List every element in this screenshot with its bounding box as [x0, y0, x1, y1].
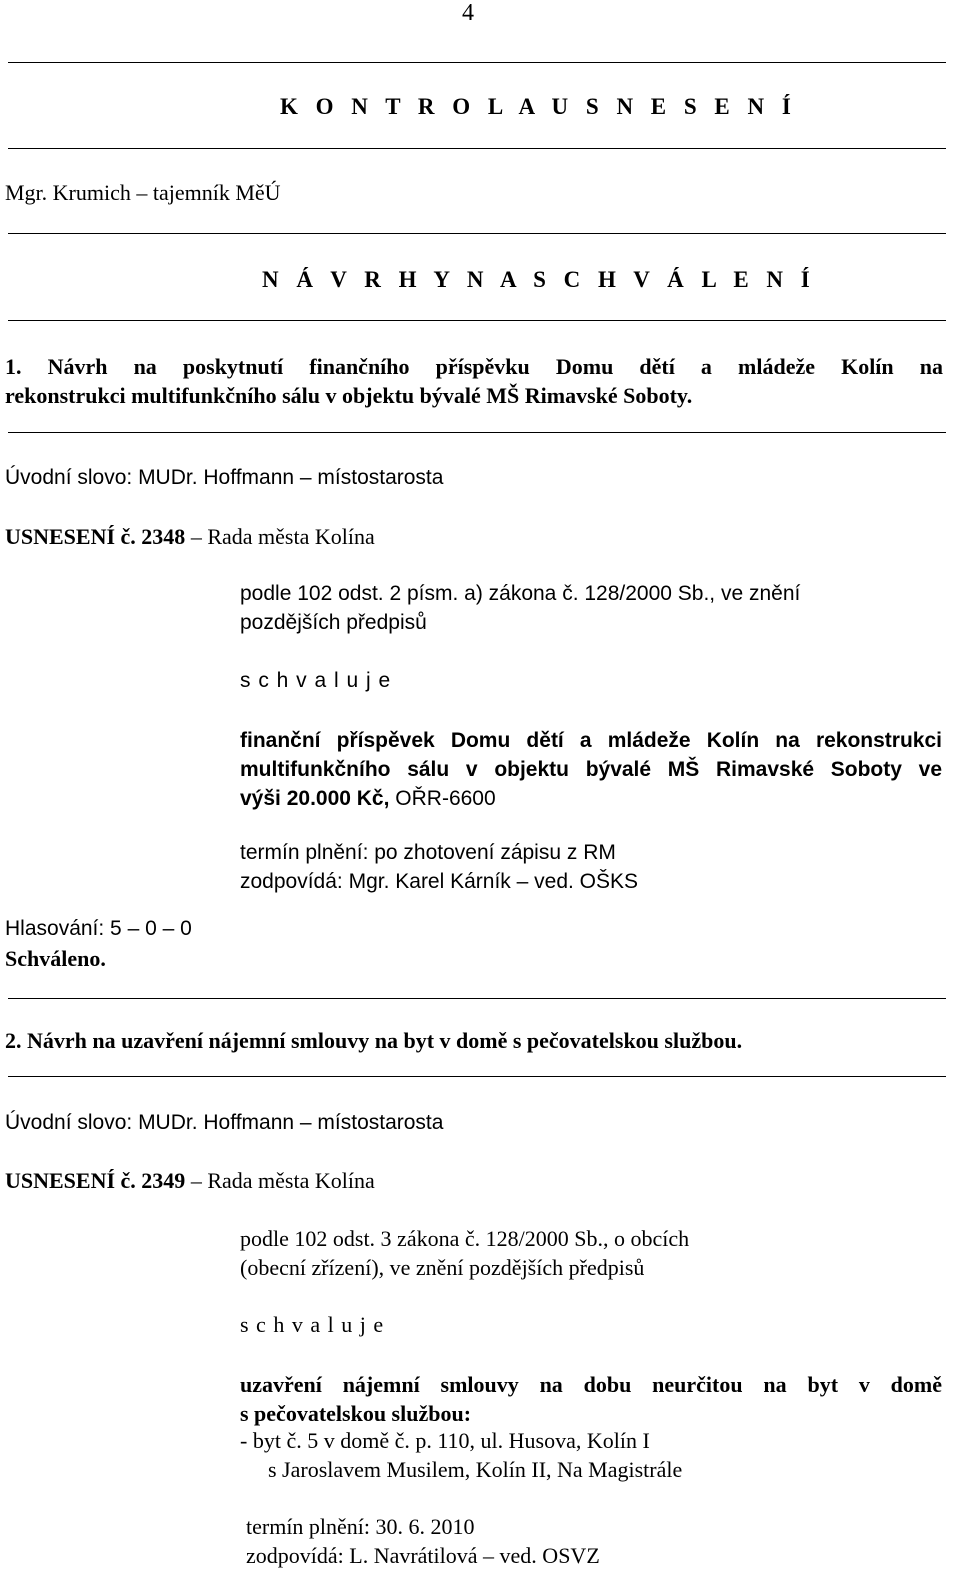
item1-result: Schváleno. [5, 946, 106, 971]
divider [8, 1076, 946, 1077]
item1-title-line1: 1. Návrh na poskytnutí finančního příspěvku Domu dětí a mládeže Kolín na [5, 354, 943, 379]
divider [8, 62, 946, 63]
divider [8, 233, 946, 234]
item1-resolution-body: – Rada města Kolína [185, 524, 375, 549]
item2-legal-line1: podle 102 odst. 3 zákona č. 128/2000 Sb., o obcích [240, 1226, 690, 1251]
item1-verb: s c h v a l u j e [240, 669, 392, 692]
item2-list-item-line2: s Jaroslavem Musilem, Kolín II, Na Magistrále [268, 1457, 683, 1482]
item1-decision-line2: multifunkčního sálu v objektu bývalé MŠ Rimavské Soboty ve [240, 758, 942, 781]
item2-resolution-body: – Rada města Kolína [185, 1168, 375, 1193]
item1-title [5, 352, 943, 410]
item2-resolution-number: USNESENÍ č. 2349 [5, 1168, 186, 1193]
item1-decision [240, 726, 942, 813]
item1-vote: Hlasování: 5 – 0 – 0 [5, 917, 192, 940]
item1-title-line2: rekonstrukci multifunkčního sálu v objektu bývalé MŠ Rimavské Soboty. [5, 383, 693, 408]
item2-list-item-line1: - byt č. 5 v domě č. p. 110, ul. Husova, Kolín I [240, 1428, 650, 1453]
item2-deadline: termín plnění: 30. 6. 2010 [246, 1514, 475, 1539]
item1-intro: Úvodní slovo: MUDr. Hoffmann – místostarosta [5, 466, 444, 489]
heading-navrhy: N Á V R H Y N A S C H V Á L E N Í [262, 267, 816, 292]
divider [8, 998, 946, 999]
item1-responsible: zodpovídá: Mgr. Karel Kárník – ved. OŠKS [240, 870, 639, 893]
divider [8, 432, 946, 433]
item2-decision-line2: s pečovatelskou službou: [240, 1401, 472, 1426]
item1-legal-line1: podle 102 odst. 2 písm. a) zákona č. 128/2000 Sb., ve znění [240, 582, 801, 605]
item1-resolution-heading [5, 524, 375, 550]
item1-deadline: termín plnění: po zhotovení zápisu z RM [240, 841, 616, 864]
item2-intro: Úvodní slovo: MUDr. Hoffmann – místostarosta [5, 1111, 444, 1134]
item2-responsible: zodpovídá: L. Navrátilová – ved. OSVZ [246, 1543, 600, 1568]
item2-decision-line1: uzavření nájemní smlouvy na dobu neurčitou na byt v domě [240, 1372, 942, 1397]
item1-decision-line1: finanční příspěvek Domu dětí a mládeže Kolín na rekonstrukci [240, 729, 942, 752]
item1-resolution-number: USNESENÍ č. 2348 [5, 524, 186, 549]
item2-verb: s c h v a l u j e [240, 1312, 385, 1337]
item2-title: 2. Návrh na uzavření nájemní smlouvy na byt v domě s pečovatelskou službou. [5, 1028, 743, 1053]
kontrola-person: Mgr. Krumich – tajemník MěÚ [5, 180, 281, 205]
item1-legal-line2: pozdějších předpisů [240, 611, 427, 634]
item2-resolution-heading [5, 1168, 375, 1194]
item2-legal-line2: (obecní zřízení), ve znění pozdějších předpisů [240, 1255, 645, 1280]
divider [8, 320, 946, 321]
item1-decision-code: OŘR-6600 [389, 787, 496, 810]
divider [8, 148, 946, 149]
page-number: 4 [462, 0, 474, 26]
item1-decision-amount: výši 20.000 Kč, [240, 787, 390, 810]
heading-kontrola: K O N T R O L A U S N E S E N Í [280, 94, 797, 119]
item2-decision [240, 1370, 942, 1428]
